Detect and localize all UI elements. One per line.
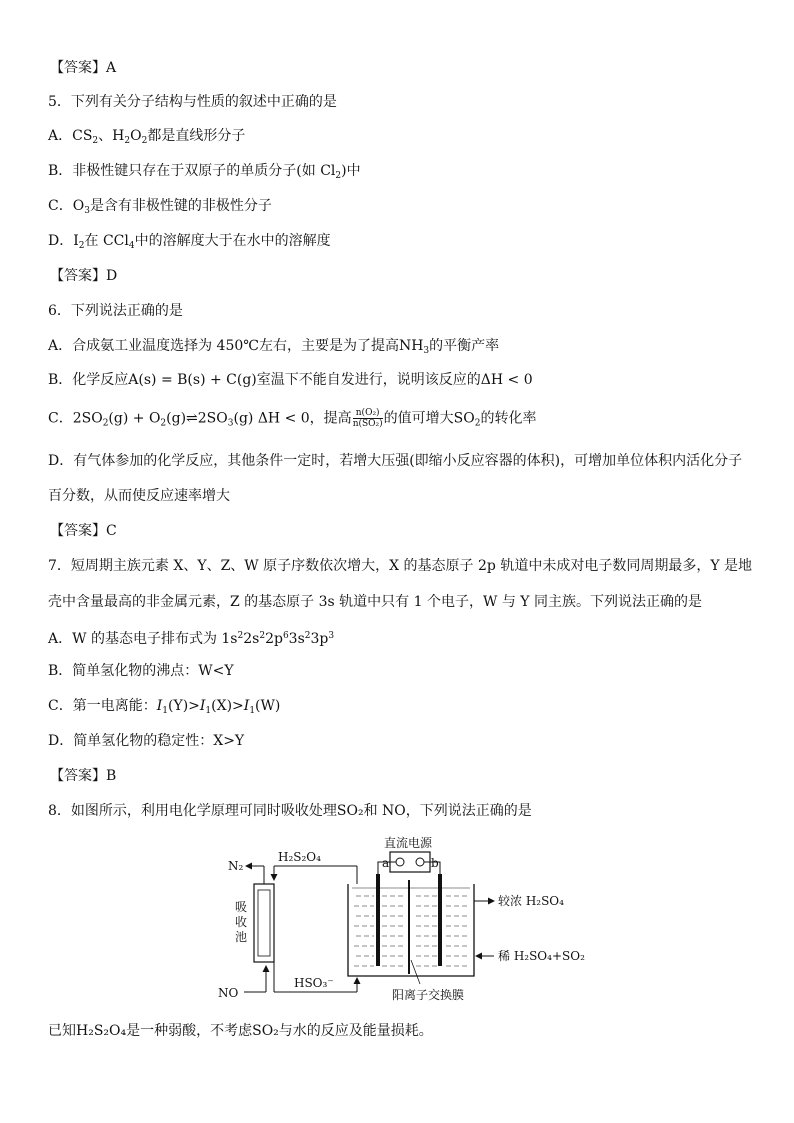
q6-option-a: A．合成氨工业温度选择为 450℃左右，主要是为了提高$NH_3$的平衡产率 xyxy=(48,338,500,356)
diagram-drawing xyxy=(212,836,582,1008)
answer-q4: 【答案】A xyxy=(50,60,117,76)
label-hso3: HSO₃⁻ xyxy=(294,976,334,990)
q7-option-a: A．W 的基态电子排布式为 $1s^22s^22p^63s^23p^3$ xyxy=(48,631,335,647)
label-terminal-a: a xyxy=(382,856,390,870)
q6-option-c: C．$2SO_2(g)$ + $O_2(g)\rightleftharpoons 2SO_3(g) \Delta H < 0$，提高 $\frac{\text{n(O₂)}}{\text{n(SO₂)}}$ 的值可增大$SO_2$的转化率 xyxy=(48,408,537,429)
label-terminal-b: b xyxy=(431,856,439,870)
question-6-stem: 6．下列说法正确的是 xyxy=(48,303,183,319)
q7-option-d: D．简单氢化物的稳定性：X>Y xyxy=(48,733,245,749)
label-h2s2o4: H₂S₂O₄ xyxy=(278,850,321,864)
label-concentrated-h2so4: 较浓 H₂SO₄ xyxy=(498,894,564,908)
question-7-stem-line1: 7．短周期主族元素 X、Y、Z、W 原子序数依次增大，X 的基态原子 2p 轨道中未成对电子数同周期最多，Y 是地 xyxy=(48,558,753,574)
question-8-stem: 8．如图所示，利用电化学原理可同时吸收处理SO₂和 NO，下列说法正确的是 xyxy=(48,803,532,819)
q8-note: 已知H₂S₂O₄是一种弱酸，不考虑SO₂与水的反应及能量损耗。 xyxy=(48,1023,433,1039)
q7-option-c: C．第一电离能：$I_1(Y)>I_1(X)>I_1(W)$ xyxy=(48,698,281,716)
q5-option-a: A．$CS_2$、$H_2O_2$都是直线形分子 xyxy=(48,128,246,146)
q6-option-d-line2: 百分数，从而使反应速率增大 xyxy=(48,488,230,504)
q6-option-d-line1: D．有气体参加的化学反应，其他条件一定时，若增大压强(即缩小反应容器的体积)，可增加单位体积内活化分子 xyxy=(48,453,743,469)
label-no: NO xyxy=(218,986,239,1000)
question-5-stem: 5．下列有关分子结构与性质的叙述中正确的是 xyxy=(48,94,337,110)
terminal-a xyxy=(396,858,404,866)
question-7-stem-line2: 壳中含量最高的非金属元素，Z 的基态原子 3s 轨道中只有 1 个电子，W 与 Y 同主族。下列说法正确的是 xyxy=(48,594,702,610)
electrolytic-tank xyxy=(348,884,474,976)
label-dilute-h2so4-so2: 稀 H₂SO₄+SO₂ xyxy=(498,949,585,963)
electrode-b xyxy=(438,874,442,966)
mole-ratio-fraction: $\frac{\text{n(O₂)}}{\text{n(SO₂)}}$ xyxy=(352,408,383,429)
label-membrane: 阳离子交换膜 xyxy=(392,988,465,1002)
label-absorber: 吸 收 池 xyxy=(234,900,247,944)
answer-q6: 【答案】C xyxy=(50,523,117,539)
electrolyte-solution xyxy=(352,888,470,966)
q5-option-b: B．非极性键只存在于双原子的单质分子(如 $Cl_2$)中 xyxy=(48,163,361,181)
electrode-a xyxy=(376,874,380,966)
q7-option-b: B．简单氢化物的沸点：W<Y xyxy=(48,663,234,679)
absorption-tower xyxy=(254,884,274,962)
label-n2: N₂ xyxy=(228,859,244,873)
q6-option-b: B．化学反应A(s) = B(s) + C(g)室温下不能自发进行，说明该反应的ΔH < 0 xyxy=(48,372,533,388)
terminal-b xyxy=(416,858,424,866)
answer-q7: 【答案】B xyxy=(50,768,117,784)
q5-option-c: C．$O_3$是含有非极性键的非极性分子 xyxy=(48,198,272,216)
electrolysis-diagram xyxy=(212,836,585,1008)
q5-option-d: D．$I_2$在 CCl$_4$中的溶解度大于在水中的溶解度 xyxy=(48,233,331,251)
label-power-supply: 直流电源 xyxy=(384,836,433,850)
answer-q5: 【答案】D xyxy=(50,268,118,284)
